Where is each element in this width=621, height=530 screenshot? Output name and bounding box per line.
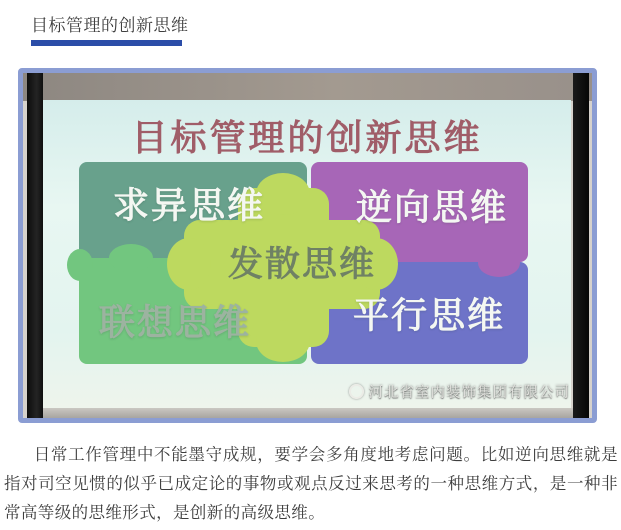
article-paragraph: 日常工作管理中不能墨守成规，要学会多角度地考虑问题。比如逆向思维就是指对司空见惯的似乎已成定论的事物或观点反过来思考的一种思维方式，是一种非常高等级的思维形式，是创新的高级思维。 [4, 446, 618, 522]
label-associative-thinking: 联想思维 [98, 301, 252, 343]
page-title: 目标管理的创新思维 [31, 16, 189, 35]
photo-background [23, 73, 592, 418]
slide-title: 目标管理的创新思维 [131, 117, 483, 158]
label-divergent-seeking-thinking: 求异思维 [112, 184, 266, 226]
green-piece-top-tab [109, 244, 153, 272]
label-divergent-thinking: 发散思维 [227, 245, 377, 284]
company-watermark [349, 381, 571, 402]
green-piece-left-tab [67, 249, 93, 281]
purple-piece-bottom-tab [478, 249, 520, 277]
screen-top-frame [23, 73, 592, 101]
screen-frame-left [27, 73, 43, 418]
label-parallel-thinking: 平行思维 [352, 294, 506, 336]
company-watermark-text: 河北省室内装饰集团有限公司 [368, 385, 570, 401]
label-reverse-thinking: 逆向思维 [355, 186, 509, 228]
screen-frame-right [573, 73, 589, 418]
slide-photo[interactable] [18, 68, 597, 423]
projection-screen [43, 100, 571, 408]
puzzle-diagram [79, 162, 528, 364]
company-logo-icon [349, 384, 364, 399]
screen-bottom-frame [43, 408, 573, 418]
title-underline [31, 40, 182, 46]
